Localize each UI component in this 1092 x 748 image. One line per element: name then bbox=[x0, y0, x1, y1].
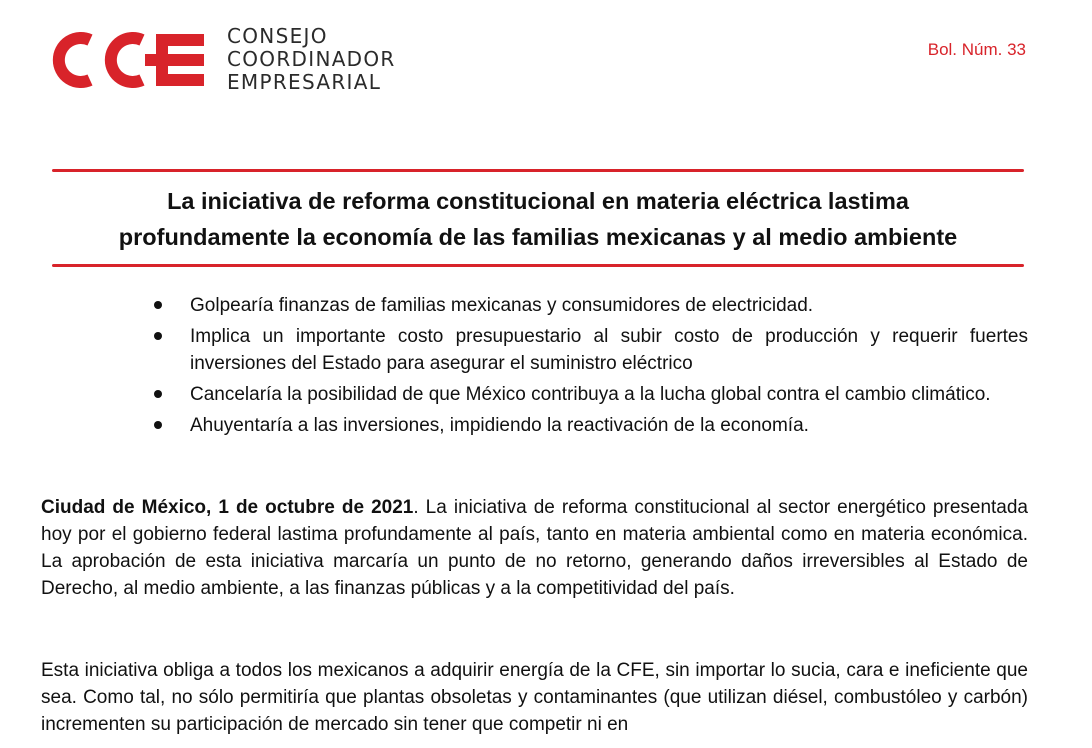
bulletin-number: Bol. Núm. 33 bbox=[927, 40, 1026, 59]
bullet-item bbox=[190, 381, 1028, 408]
headline bbox=[52, 183, 1024, 255]
bullet-item bbox=[190, 323, 1028, 377]
org-name-line: CONSEJO bbox=[227, 24, 328, 48]
bullet-dot-icon bbox=[154, 332, 162, 340]
bullet-text: Cancelaría la posibilidad de que México contribuya a la lucha global contra el cambio climático. bbox=[190, 384, 991, 405]
bullet-dot-icon bbox=[154, 390, 162, 398]
organization-name bbox=[227, 25, 396, 94]
org-name-line: COORDINADOR bbox=[227, 47, 396, 71]
bullet-dot-icon bbox=[154, 421, 162, 429]
bullet-item bbox=[190, 412, 1028, 439]
body-paragraph-1 bbox=[41, 494, 1028, 602]
org-name-line: EMPRESARIAL bbox=[227, 70, 382, 94]
bullet-text: Implica un importante costo presupuestario al subir costo de producción y requerir fuertes inversiones del Estado para asegurar el suministro eléctrico bbox=[190, 326, 1028, 374]
summary-bullet-list bbox=[190, 292, 1028, 443]
headline-line-2: profundamente la economía de las familias mexicanas y al medio ambiente bbox=[118, 224, 958, 250]
headline-bottom-rule bbox=[52, 264, 1024, 267]
cce-logo bbox=[38, 26, 208, 94]
headline-top-rule bbox=[52, 169, 1024, 172]
bullet-dot-icon bbox=[154, 301, 162, 309]
paragraph-text: Esta iniciativa obliga a todos los mexicanos a adquirir energía de la CFE, sin importar lo sucia, cara e ineficiente que sea. Como tal, no sólo permitiría que plantas obsoletas y contaminantes (que utilizan diésel, combustóleo y carbón) incrementen su participación de mercado sin tener que competir ni en bbox=[41, 660, 1028, 735]
bullet-item bbox=[190, 292, 1028, 319]
paragraph-text: . La iniciativa de reforma constitucional al sector energético presentada hoy por el gobierno federal lastima profundamente al país, tanto en materia ambiental como en materia económica. La aprobación de esta iniciativa marcaría un punto de no retorno, generando daños irreversibles al Estado de Derecho, al medio ambiente, a las finanzas públicas y a la competitividad del país. bbox=[41, 497, 1028, 599]
body-paragraph-2 bbox=[41, 657, 1028, 738]
headline-line-1: La iniciativa de reforma constitucional en materia eléctrica lastima bbox=[167, 188, 909, 214]
dateline: Ciudad de México, 1 de octubre de 2021 bbox=[41, 497, 414, 518]
bullet-text: Ahuyentaría a las inversiones, impidiendo la reactivación de la economía. bbox=[190, 415, 809, 436]
bullet-text: Golpearía finanzas de familias mexicanas y consumidores de electricidad. bbox=[190, 295, 814, 316]
